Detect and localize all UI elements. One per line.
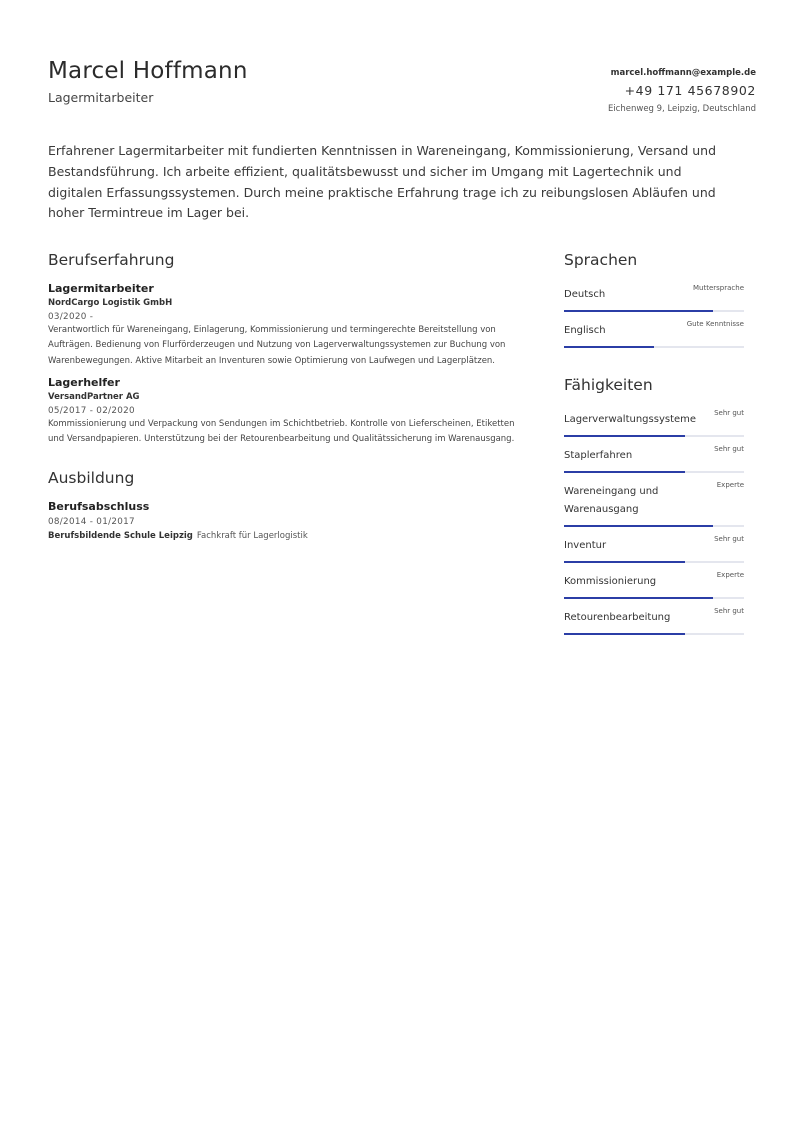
language-item bbox=[564, 312, 744, 348]
profile-summary: Erfahrener Lagermitarbeiter mit fundierten Kenntnissen in Wareneingang, Kommissionierung, Versand und Bestandsführung. Ich arbeite effizient, qualitätsbewusst und sicher im Umgang mit Lagertechnik und digitalen Erfassungssystemen. Durch meine praktische Erfahrung trage ich zu reibungslosen Abläufen und hoher Termintreue im Lager bei. bbox=[48, 143, 717, 221]
skill-item bbox=[564, 437, 744, 473]
languages-heading: Sprachen bbox=[564, 251, 638, 269]
job-entry bbox=[48, 282, 528, 369]
degree-title: Berufsabschluss bbox=[48, 500, 150, 514]
level-bar-fill bbox=[564, 346, 654, 348]
skill-name: Wareneingang und Warenausgang bbox=[564, 486, 659, 515]
skill-level: Sehr gut bbox=[714, 607, 744, 615]
languages-section bbox=[564, 251, 744, 348]
skill-level: Sehr gut bbox=[714, 445, 744, 453]
skill-name: Lagerverwaltungssysteme bbox=[564, 414, 697, 425]
level-bar-fill bbox=[564, 633, 685, 635]
job-description: Verantwortlich für Wareneingang, Einlagerung, Kommissionierung und termingerechte Bereitstellung von Aufträgen. Bedienung von Flurförderzeugen und Nutzung von Lagerverwaltungssystemen zur Buchung von Warenbewegungen. Aktive Mitarbeit an Inventuren sowie Optimierung von Laufwegen und Lagerplätzen. bbox=[48, 325, 506, 366]
job-title: Lagermitarbeiter bbox=[48, 282, 154, 295]
language-item bbox=[564, 276, 744, 312]
phone-number: +49 171 45678902 bbox=[624, 83, 756, 98]
skill-item bbox=[564, 599, 744, 635]
job-company: NordCargo Logistik GmbH bbox=[48, 298, 173, 308]
education-section bbox=[48, 469, 528, 541]
job-dates: 05/2017 - 02/2020 bbox=[48, 405, 135, 416]
language-name: Deutsch bbox=[564, 289, 606, 300]
level-bar-track bbox=[564, 346, 744, 348]
job-dates: 03/2020 - bbox=[48, 312, 94, 322]
email-address: marcel.hoffmann@example.de bbox=[610, 68, 756, 78]
skill-level: Experte bbox=[716, 571, 744, 579]
language-level: Gute Kenntnisse bbox=[686, 320, 744, 328]
sidebar-column bbox=[564, 251, 744, 635]
education-dates: 08/2014 - 01/2017 bbox=[48, 517, 135, 528]
school-name: Berufsbildende Schule Leipzig bbox=[48, 531, 193, 542]
job-entry bbox=[48, 376, 528, 448]
level-bar-track bbox=[564, 633, 744, 635]
experience-section bbox=[48, 251, 528, 447]
skill-item bbox=[564, 527, 744, 563]
skills-heading: Fähigkeiten bbox=[564, 376, 653, 394]
language-level: Muttersprache bbox=[693, 284, 744, 292]
skill-item bbox=[564, 563, 744, 599]
education-school-line bbox=[48, 531, 528, 541]
skill-item bbox=[564, 473, 744, 527]
candidate-name: Marcel Hoffmann bbox=[48, 58, 248, 84]
skill-item bbox=[564, 401, 744, 437]
skills-section bbox=[564, 376, 744, 635]
job-description: Kommissionierung und Verpackung von Sendungen im Schichtbetrieb. Kontrolle von Lieferscheinen, Etiketten und Versandpapieren. Unterstützung bei der Retourenbearbeitung und Qualitätssicherung im Warenausgang. bbox=[48, 418, 515, 445]
education-entry bbox=[48, 500, 528, 541]
language-list bbox=[564, 276, 744, 348]
main-column bbox=[48, 251, 528, 541]
skill-name: Retourenbearbeitung bbox=[564, 612, 671, 623]
skill-name: Inventur bbox=[564, 540, 607, 551]
skill-name: Staplerfahren bbox=[564, 450, 633, 461]
skill-level: Sehr gut bbox=[714, 535, 744, 543]
skill-level: Experte bbox=[716, 481, 744, 489]
skill-level: Sehr gut bbox=[714, 409, 744, 417]
education-heading: Ausbildung bbox=[48, 469, 135, 488]
postal-address: Eichenweg 9, Leipzig, Deutschland bbox=[607, 104, 756, 114]
job-title: Lagerhelfer bbox=[48, 375, 120, 389]
field-of-study: Fachkraft für Lagerlogistik bbox=[196, 531, 308, 542]
language-name: Englisch bbox=[564, 325, 606, 336]
candidate-title: Lagermitarbeiter bbox=[48, 90, 154, 105]
experience-heading: Berufserfahrung bbox=[48, 251, 175, 269]
skill-name: Kommissionierung bbox=[564, 576, 657, 587]
job-company: VersandPartner AG bbox=[48, 391, 140, 402]
contact-block bbox=[608, 68, 756, 114]
skill-list bbox=[564, 401, 744, 635]
